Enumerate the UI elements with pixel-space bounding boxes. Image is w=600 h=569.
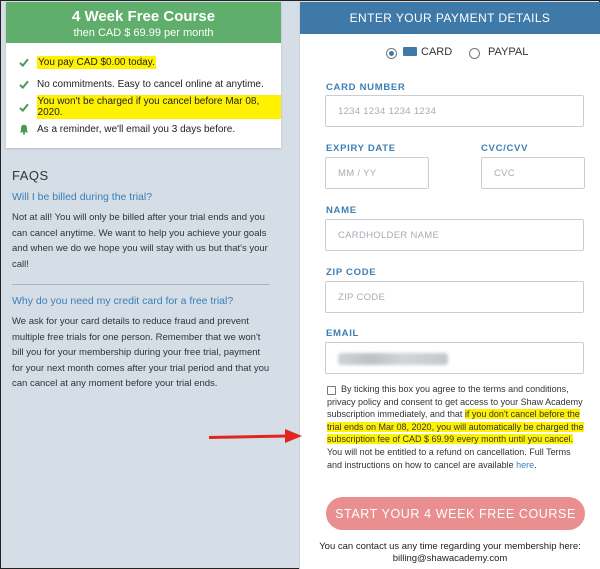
benefit-item [16,74,281,97]
paypal-radio[interactable] [469,48,480,59]
email-input[interactable] [325,342,584,374]
card-number-label: CARD NUMBER [326,82,406,93]
expiry-date-label: EXPIRY DATE [326,143,396,154]
billing-email: billing@shawacademy.com [392,553,508,564]
course-title: 4 Week Free Course [71,8,216,25]
cvc-label: CVC/CVV [481,143,529,154]
faq-question: Will I be billed during the trial? [12,191,153,203]
terms-text-part: By ticking this box you agree to the terms and conditions, privacy policy and consent to get access to your Shaw Academy subscription immediately, and that [327,384,583,420]
zip-code-input[interactable] [325,281,584,313]
terms-here-link[interactable]: here [516,459,535,470]
start-free-course-button[interactable]: START YOUR 4 WEEK FREE COURSE [326,497,585,530]
email-redacted-value [338,353,448,365]
card-number-input[interactable] [325,95,584,127]
expiry-date-input[interactable] [325,157,429,189]
contact-line: You can contact us any time regarding your membership here: [319,541,581,552]
payment-method-selector [300,44,600,62]
card-radio[interactable] [386,48,397,59]
course-header [6,2,281,43]
check-icon [16,58,32,67]
benefit-item [16,96,281,119]
benefit-item [16,51,281,74]
cvc-input[interactable] [481,157,585,189]
contact-info [300,541,600,565]
cardholder-name-input[interactable] [325,219,584,251]
faq-answer: Not at all! You will only be billed after your trial ends and you can cancel anytime. We want to help you achieve your goals and when we do we hope you will stay with us but that's your call! [12,212,268,270]
check-icon [16,103,32,112]
benefit-text: You won't be charged if you cancel before Mar 08, 2020. [37,95,281,119]
terms-highlight: if you don't cancel before the trial ends on Mar 08, 2020, you will automatically be charged the subscription fee of CAD $ 69.99 every month until you cancel. [327,409,584,445]
faq-divider [12,284,270,285]
benefit-text: No commitments. Easy to cancel online at anytime. [37,79,264,91]
course-price: then CAD $ 69.99 per month [73,27,214,39]
credit-card-icon [403,47,417,56]
terms-text-end: . [534,459,537,470]
benefit-text: As a reminder, we'll email you 3 days before. [37,124,236,136]
payment-header: ENTER YOUR PAYMENT DETAILS [300,2,600,34]
benefits-list [6,43,281,141]
bell-icon [16,124,32,135]
email-label: EMAIL [326,328,360,339]
name-label: NAME [326,205,357,216]
red-arrow-icon [207,427,303,447]
zip-code-label: ZIP CODE [326,267,377,278]
terms-text [327,383,587,471]
faq-answer: We ask for your card details to reduce fraud and prevent multiple free trials for one person. Remember that we won't bill you for your membership during your free trial, payment for your next month comes after your trial period and that you can cancel at any moment before your trial ends. [12,316,270,389]
check-icon [16,80,32,89]
course-summary-card [6,2,281,148]
left-column [2,2,297,569]
faq-title: FAQS [12,168,49,183]
card-option-label[interactable]: CARD [421,46,453,58]
terms-text-part: You will not be entitled to a refund on cancellation. Full Terms and instructions on how to cancel are available [327,446,571,470]
paypal-option-label[interactable]: PAYPAL [488,46,529,58]
benefit-item [16,119,281,142]
faq-section [12,168,270,392]
benefit-text: You pay CAD $0.00 today. [38,56,155,68]
faq-question: Why do you need my credit card for a free trial? [12,295,234,307]
payment-panel [299,2,600,569]
